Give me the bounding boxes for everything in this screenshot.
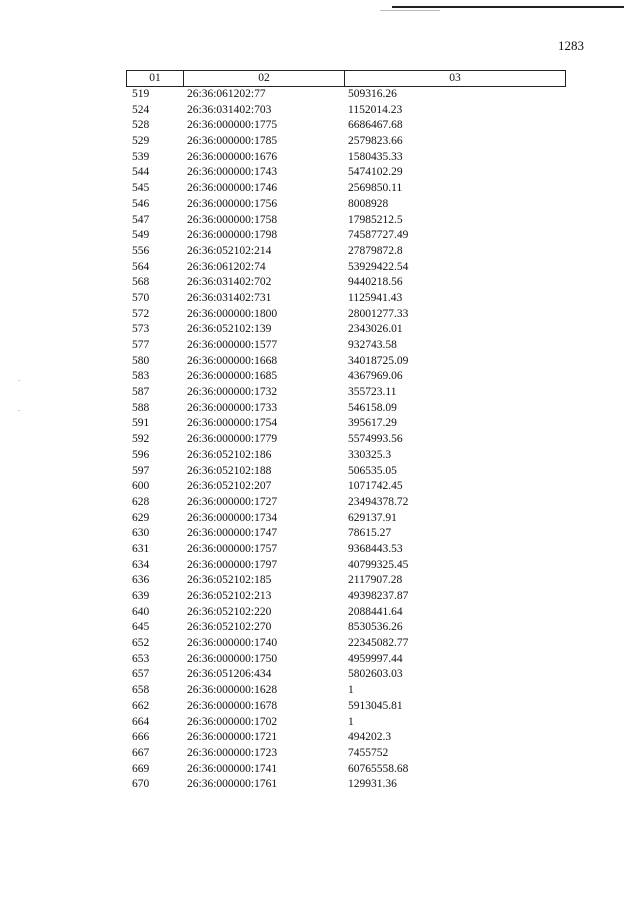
row-id-cell: 587 <box>132 386 150 399</box>
table-row <box>126 134 566 150</box>
row-id-cell: 657 <box>132 668 150 681</box>
table-row <box>126 87 566 103</box>
cadastral-number-cell: 26:36:000000:1758 <box>187 213 278 226</box>
table-row <box>126 652 566 668</box>
value-cell: 8530536.26 <box>348 621 403 634</box>
cadastral-number-cell: 26:36:051206:434 <box>187 668 272 681</box>
row-id-cell: 556 <box>132 244 150 257</box>
row-id-cell: 645 <box>132 621 150 634</box>
value-cell: 23494378.72 <box>348 495 409 508</box>
row-id-cell: 634 <box>132 558 150 571</box>
table-row <box>126 260 566 276</box>
column-header-03: 03 <box>449 72 461 84</box>
row-id-cell: 529 <box>132 135 150 148</box>
table-row <box>126 573 566 589</box>
value-cell: 9440218.56 <box>348 276 403 289</box>
value-cell: 509316.26 <box>348 88 397 100</box>
row-id-cell: 664 <box>132 715 150 728</box>
row-id-cell: 600 <box>132 480 150 493</box>
table-row <box>126 322 566 338</box>
cadastral-number-cell: 26:36:000000:1676 <box>187 150 278 163</box>
row-id-cell: 528 <box>132 119 150 132</box>
row-id-cell: 666 <box>132 731 150 744</box>
row-id-cell: 570 <box>132 291 150 304</box>
value-cell: 2117907.28 <box>348 574 403 587</box>
table-row <box>126 369 566 385</box>
value-cell: 1071742.45 <box>348 480 403 493</box>
value-cell: 629137.91 <box>348 511 397 524</box>
top-rule-thin <box>380 10 440 11</box>
cadastral-number-cell: 26:36:000000:1775 <box>187 119 278 132</box>
value-cell: 1152014.23 <box>348 103 403 116</box>
row-id-cell: 628 <box>132 495 150 508</box>
value-cell: 2579823.66 <box>348 135 403 148</box>
row-id-cell: 640 <box>132 605 150 618</box>
table-row <box>126 683 566 699</box>
value-cell: 2088441.64 <box>348 605 403 618</box>
cadastral-number-cell: 26:36:000000:1756 <box>187 197 278 210</box>
cadastral-number-cell: 26:36:000000:1721 <box>187 731 278 744</box>
value-cell: 506535.05 <box>348 464 397 477</box>
row-id-cell: 591 <box>132 417 150 430</box>
table-row <box>126 667 566 683</box>
row-id-cell: 597 <box>132 464 150 477</box>
value-cell: 6686467.68 <box>348 119 403 132</box>
row-id-cell: 662 <box>132 699 150 712</box>
cadastral-number-cell: 26:36:000000:1798 <box>187 229 278 242</box>
value-cell: 49398237.87 <box>348 590 409 602</box>
cadastral-number-cell: 26:36:000000:1746 <box>187 182 278 195</box>
cadastral-number-cell: 26:36:000000:1797 <box>187 558 278 571</box>
cadastral-number-cell: 26:36:000000:1747 <box>187 527 278 540</box>
value-cell: 8008928 <box>348 197 389 210</box>
cadastral-number-cell: 26:36:031402:731 <box>187 291 272 304</box>
table-row <box>126 385 566 401</box>
table-body <box>126 87 566 793</box>
row-id-cell: 653 <box>132 652 150 665</box>
table-row <box>126 354 566 370</box>
column-header-02: 02 <box>184 71 345 86</box>
value-cell: 1 <box>348 684 354 697</box>
value-cell: 546158.09 <box>348 401 397 414</box>
cadastral-number-cell: 26:36:061202:77 <box>187 88 266 100</box>
table-row <box>126 699 566 715</box>
table-row <box>126 730 566 746</box>
top-rule <box>392 6 624 8</box>
row-id-cell: 524 <box>132 103 150 116</box>
data-table <box>126 70 566 793</box>
scan-speck <box>18 410 20 411</box>
value-cell: 494202.3 <box>348 731 392 744</box>
value-cell: 53929422.54 <box>348 260 409 273</box>
row-id-cell: 667 <box>132 746 150 759</box>
cadastral-number-cell: 26:36:052102:213 <box>187 590 272 602</box>
table-row <box>126 181 566 197</box>
value-cell: 1 <box>348 715 354 728</box>
value-cell: 9368443.53 <box>348 542 403 555</box>
row-id-cell: 544 <box>132 166 150 179</box>
value-cell: 7455752 <box>348 746 389 759</box>
cadastral-number-cell: 26:36:052102:270 <box>187 621 272 634</box>
table-row <box>126 479 566 495</box>
value-cell: 330325.3 <box>348 448 392 461</box>
row-id-cell: 592 <box>132 433 150 446</box>
cadastral-number-cell: 26:36:052102:214 <box>187 244 272 257</box>
row-id-cell: 545 <box>132 182 150 195</box>
table-row <box>126 605 566 621</box>
table-row <box>126 338 566 354</box>
table-header-row <box>126 70 566 87</box>
table-row <box>126 558 566 574</box>
cadastral-number-cell: 26:36:000000:1734 <box>187 511 278 524</box>
row-id-cell: 519 <box>132 88 150 100</box>
row-id-cell: 583 <box>132 370 150 383</box>
row-id-cell: 670 <box>132 778 150 791</box>
value-cell: 2343026.01 <box>348 323 403 336</box>
value-cell: 5574993.56 <box>348 433 403 446</box>
cadastral-number-cell: 26:36:052102:186 <box>187 448 272 461</box>
cadastral-number-cell: 26:36:000000:1754 <box>187 417 278 430</box>
row-id-cell: 652 <box>132 637 150 650</box>
cadastral-number-cell: 26:36:000000:1628 <box>187 684 278 697</box>
table-row <box>126 228 566 244</box>
row-id-cell: 596 <box>132 448 150 461</box>
table-row <box>126 542 566 558</box>
table-row <box>126 715 566 731</box>
table-row <box>126 150 566 166</box>
table-row <box>126 291 566 307</box>
row-id-cell: 568 <box>132 276 150 289</box>
row-id-cell: 588 <box>132 401 150 414</box>
page-number: 1283 <box>558 38 584 53</box>
row-id-cell: 546 <box>132 197 150 210</box>
cadastral-number-cell: 26:36:000000:1733 <box>187 401 278 414</box>
table-row <box>126 762 566 778</box>
row-id-cell: 547 <box>132 213 150 226</box>
table-row <box>126 495 566 511</box>
cadastral-number-cell: 26:36:000000:1741 <box>187 762 278 775</box>
cadastral-number-cell: 26:36:000000:1702 <box>187 715 278 728</box>
table-row <box>126 275 566 291</box>
cadastral-number-cell: 26:36:000000:1723 <box>187 746 278 759</box>
column-header-01: 01 <box>127 71 184 86</box>
value-cell: 17985212.5 <box>348 213 403 226</box>
row-id-cell: 577 <box>132 339 150 351</box>
value-cell: 40799325.45 <box>348 558 409 571</box>
value-cell: 4367969.06 <box>348 370 403 383</box>
table-row <box>126 526 566 542</box>
cadastral-number-cell: 26:36:000000:1668 <box>187 354 278 367</box>
table-row <box>126 589 566 605</box>
value-cell: 2569850.11 <box>348 182 403 195</box>
table-row <box>126 165 566 181</box>
row-id-cell: 658 <box>132 684 150 697</box>
row-id-cell: 573 <box>132 323 150 336</box>
value-cell: 60765558.68 <box>348 762 409 775</box>
value-cell: 4959997.44 <box>348 652 403 665</box>
table-row <box>126 636 566 652</box>
cadastral-number-cell: 26:36:000000:1732 <box>187 386 278 399</box>
value-cell: 5913045.81 <box>348 699 403 712</box>
row-id-cell: 630 <box>132 527 150 540</box>
row-id-cell: 636 <box>132 574 150 587</box>
value-cell: 1580435.33 <box>348 150 403 163</box>
value-cell: 355723.11 <box>348 386 397 399</box>
table-row <box>126 103 566 119</box>
cadastral-number-cell: 26:36:000000:1757 <box>187 542 278 555</box>
value-cell: 78615.27 <box>348 527 392 540</box>
cadastral-number-cell: 26:36:031402:703 <box>187 103 272 116</box>
cadastral-number-cell: 26:36:000000:1740 <box>187 637 278 650</box>
table-row <box>126 511 566 527</box>
table-row <box>126 416 566 432</box>
cadastral-number-cell: 26:36:000000:1743 <box>187 166 278 179</box>
value-cell: 5802603.03 <box>348 668 403 681</box>
cadastral-number-cell: 26:36:000000:1750 <box>187 652 278 665</box>
value-cell: 22345082.77 <box>348 637 409 650</box>
cadastral-number-cell: 26:36:000000:1761 <box>187 778 278 791</box>
row-id-cell: 580 <box>132 354 150 367</box>
table-row <box>126 620 566 636</box>
row-id-cell: 564 <box>132 260 150 273</box>
value-cell: 74587727.49 <box>348 229 409 242</box>
cadastral-number-cell: 26:36:031402:702 <box>187 276 272 289</box>
value-cell: 5474102.29 <box>348 166 403 179</box>
value-cell: 395617.29 <box>348 417 397 430</box>
table-row <box>126 401 566 417</box>
cadastral-number-cell: 26:36:052102:139 <box>187 323 272 336</box>
cadastral-number-cell: 26:36:061202:74 <box>187 260 266 273</box>
value-cell: 28001277.33 <box>348 307 409 320</box>
table-row <box>126 307 566 323</box>
value-cell: 34018725.09 <box>348 354 409 367</box>
table-row <box>126 777 566 793</box>
value-cell: 932743.58 <box>348 339 397 351</box>
cadastral-number-cell: 26:36:052102:220 <box>187 605 272 618</box>
row-id-cell: 631 <box>132 542 150 555</box>
cadastral-number-cell: 26:36:000000:1779 <box>187 433 278 446</box>
table-row <box>126 244 566 260</box>
cadastral-number-cell: 26:36:000000:1685 <box>187 370 278 383</box>
table-row <box>126 118 566 134</box>
value-cell: 1125941.43 <box>348 291 403 304</box>
row-id-cell: 629 <box>132 511 150 524</box>
row-id-cell: 572 <box>132 307 150 320</box>
table-row <box>126 448 566 464</box>
table-row <box>126 432 566 448</box>
row-id-cell: 549 <box>132 229 150 242</box>
cadastral-number-cell: 26:36:000000:1785 <box>187 135 278 148</box>
table-row <box>126 213 566 229</box>
cadastral-number-cell: 26:36:000000:1577 <box>187 339 278 351</box>
table-row <box>126 746 566 762</box>
row-id-cell: 639 <box>132 590 150 602</box>
row-id-cell: 669 <box>132 762 150 775</box>
table-row <box>126 464 566 480</box>
cadastral-number-cell: 26:36:000000:1678 <box>187 699 278 712</box>
table-row <box>126 197 566 213</box>
row-id-cell: 539 <box>132 150 150 163</box>
cadastral-number-cell: 26:36:000000:1800 <box>187 307 278 320</box>
scan-speck <box>18 380 20 381</box>
cadastral-number-cell: 26:36:052102:207 <box>187 480 272 493</box>
value-cell: 129931.36 <box>348 778 397 791</box>
cadastral-number-cell: 26:36:052102:188 <box>187 464 272 477</box>
cadastral-number-cell: 26:36:052102:185 <box>187 574 272 587</box>
cadastral-number-cell: 26:36:000000:1727 <box>187 495 278 508</box>
value-cell: 27879872.8 <box>348 244 403 257</box>
